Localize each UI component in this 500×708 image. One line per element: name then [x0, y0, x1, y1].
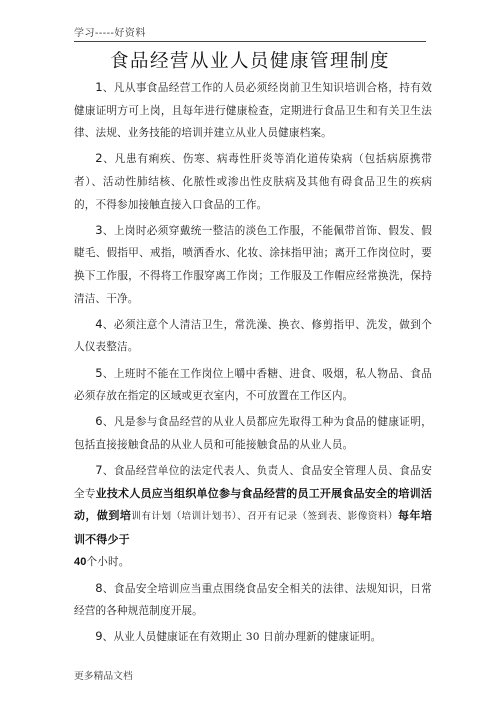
paragraph-7: 7、食品经营单位的法定代表人、负责人、食品安全管理人员、食品安全专业技术人员应当组织单位参与食品经营的员工开展食品安全的培训活动，做到培训有计划（培训计划书）、召开有记录（签到表、影像资料）每年培训不得少于 40个小时。: [74, 463, 433, 569]
emphasis-text: 业技术人员应当组织单位参与食品经营的员工开展食品安全的培训活动，做到培: [74, 487, 432, 523]
paragraph-2: 2、凡患有痢疾、伤寒、病毒性肝炎等消化道传染病（包括病原携带者）、活动性肺结核、化脓性或渗出性皮肤病及其他有碍食品卫生的疾病的，不得参加接触直接入口食品的工作。: [74, 151, 432, 211]
header-divider: [74, 41, 426, 42]
header-note: 学习-----好资料: [74, 28, 146, 39]
paragraph-3: 3、上岗时必须穿戴统一整洁的淡色工作服，不能佩带首饰、假发、假睫毛、假指甲、戒指，喷洒香水、化妆、涂抹指甲油；离开工作岗位时，要换下工作服，不得将工作服穿离工作岗；工作服及工作帽应经常换洗，保持清洁、干净。: [74, 222, 432, 305]
emphasis-text: 每年培训不得少于: [74, 510, 433, 546]
paragraph-6: 6、凡是参与食品经营的从业人员都应先取得工种为食品的健康证明，包括直接接触食品的从业人员和可能接触食品的从业人员。: [74, 414, 432, 451]
paragraph-5: 5、上班时不能在工作岗位上嚼中香糖、进食、吸烟，私人物品、食品必须存放在指定的区域或更衣室内，不可放置在工作区内。: [74, 365, 432, 403]
paragraph-1: 1、凡从事食品经营工作的人员必须经岗前卫生知识培训合格，持有效健康证明方可上岗，且每年进行健康检查，定期进行食品卫生和有关卫生法律、法规、业务技能的培训并建立从业人员健康档案。: [74, 80, 432, 140]
footer-note: 更多精品文档: [74, 671, 133, 682]
page-title: 食品经营从业人员健康管理制度: [109, 51, 390, 72]
paragraph-9: 9、从业人员健康证在有效期止 30 日前办理新的健康证明。: [95, 629, 382, 644]
document-body: [74, 76, 432, 652]
paragraph-4: 4、必须注意个人清洁卫生，常洗澡、换衣、修剪指甲、洗发，做到个人仪表整洁。: [74, 316, 432, 354]
paragraph-8: 8、食品安全培训应当重点围绕食品安全相关的法律、法规知识，日常经营的各种规范制度开展。: [74, 580, 432, 618]
